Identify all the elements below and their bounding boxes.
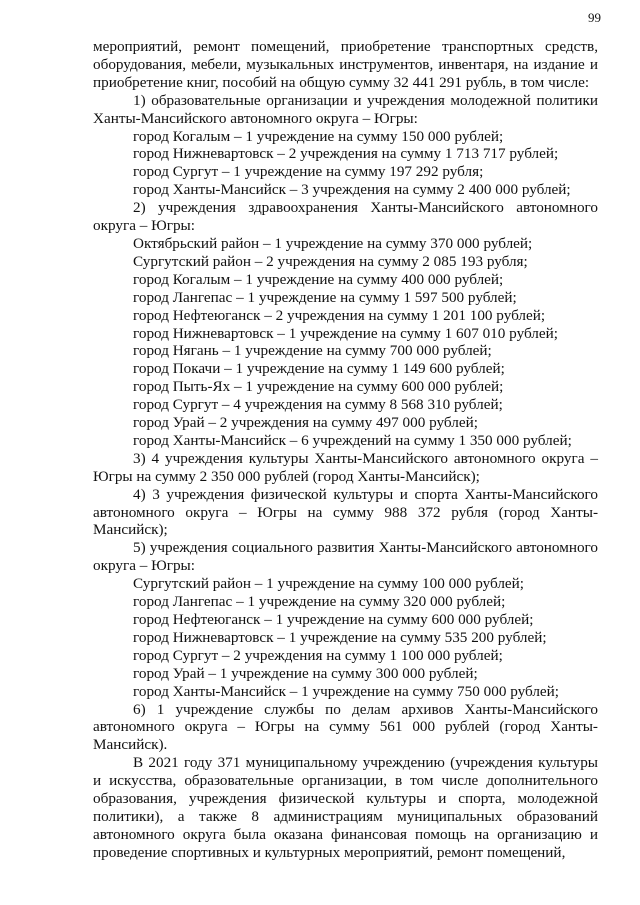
list-item: город Когалым – 1 учреждение на сумму 400 000 рублей; bbox=[133, 270, 504, 288]
paragraph: 6) 1 учреждение службы по делам архивов Ханты-Мансийского автономного округа – Югры на сумму 561 000 рублей (город Ханты-Мансийск). bbox=[93, 700, 598, 754]
list-item: город Урай – 1 учреждение на сумму 300 000 рублей; bbox=[133, 664, 478, 682]
list-item: город Лангепас – 1 учреждение на сумму 1 597 500 рублей; bbox=[133, 288, 517, 306]
list-item: город Когалым – 1 учреждение на сумму 150 000 рублей; bbox=[133, 127, 504, 145]
list-item: Сургутский район – 1 учреждение на сумму 100 000 рублей; bbox=[133, 575, 525, 593]
list-item: Октябрьский район – 1 учреждение на сумму 370 000 рублей; bbox=[133, 234, 533, 252]
paragraph: В 2021 году 371 муниципальному учреждению (учреждения культуры и искусства, образовательные организации, в том числе дополнительного образования, учреждения физической культуры и спорта, молодежной политики), а также 8 администрациям муниципальных образований автономного округа была оказана финансовая помощь на организацию и проведение спортивных и культурных мероприятий, ремонт помещений, bbox=[93, 754, 598, 861]
document-body bbox=[93, 38, 598, 862]
list-item: город Ханты-Мансийск – 1 учреждение на сумму 750 000 рублей; bbox=[133, 682, 560, 700]
paragraph: 3) 4 учреждения культуры Ханты-Мансийского автономного округа – Югры на сумму 2 350 000 рублей (город Ханты-Мансийск); bbox=[93, 449, 598, 485]
paragraph: 4) 3 учреждения физической культуры и спорта Ханты-Мансийского автономного округа – Югры на сумму 988 372 рубля (город Ханты-Мансийск); bbox=[93, 485, 598, 539]
list-item: город Нижневартовск – 1 учреждение на сумму 535 200 рублей; bbox=[133, 628, 547, 646]
paragraph: 2) учреждения здравоохранения Ханты-Мансийского автономного округа – Югры: bbox=[93, 199, 598, 235]
paragraph: 5) учреждения социального развития Ханты-Мансийского автономного округа – Югры: bbox=[93, 539, 598, 575]
list-item: город Покачи – 1 учреждение на сумму 1 149 600 рублей; bbox=[133, 360, 505, 378]
list-item: город Сургут – 4 учреждения на сумму 8 568 310 рублей; bbox=[133, 396, 503, 414]
list-item: город Нефтеюганск – 2 учреждения на сумму 1 201 100 рублей; bbox=[133, 306, 546, 324]
list-item: город Нижневартовск – 2 учреждения на сумму 1 713 717 рублей; bbox=[133, 145, 559, 163]
list-item: город Нефтеюганск – 1 учреждение на сумму 600 000 рублей; bbox=[133, 611, 534, 628]
paragraph: мероприятий, ремонт помещений, приобретение транспортных средств, оборудования, мебели, музыкальных инструментов, инвентаря, на издание и приобретение книг, пособий на общую сумму 32 441 291 рубль, в том числе: bbox=[93, 38, 598, 91]
list-item: город Лангепас – 1 учреждение на сумму 320 000 рублей; bbox=[133, 593, 506, 611]
list-item: город Пыть-Ях – 1 учреждение на сумму 600 000 рублей; bbox=[133, 378, 504, 396]
list-item: город Сургут – 1 учреждение на сумму 197 292 рубля; bbox=[133, 163, 484, 181]
paragraph: 1) образовательные организации и учреждения молодежной политики Ханты-Мансийского автономного округа – Югры: bbox=[93, 91, 598, 127]
list-item: город Нягань – 1 учреждение на сумму 700 000 рублей; bbox=[133, 342, 492, 360]
page-number: 99 bbox=[588, 10, 601, 25]
list-item: город Ханты-Мансийск – 6 учреждений на сумму 1 350 000 рублей; bbox=[133, 431, 572, 449]
list-item: город Нижневартовск – 1 учреждение на сумму 1 607 010 рублей; bbox=[133, 324, 558, 342]
list-item: город Ханты-Мансийск – 3 учреждения на сумму 2 400 000 рублей; bbox=[133, 181, 571, 199]
list-item: Сургутский район – 2 учреждения на сумму 2 085 193 рубля; bbox=[133, 252, 528, 270]
list-item: город Урай – 2 учреждения на сумму 497 000 рублей; bbox=[133, 414, 478, 432]
list-item: город Сургут – 2 учреждения на сумму 1 100 000 рублей; bbox=[133, 646, 503, 664]
